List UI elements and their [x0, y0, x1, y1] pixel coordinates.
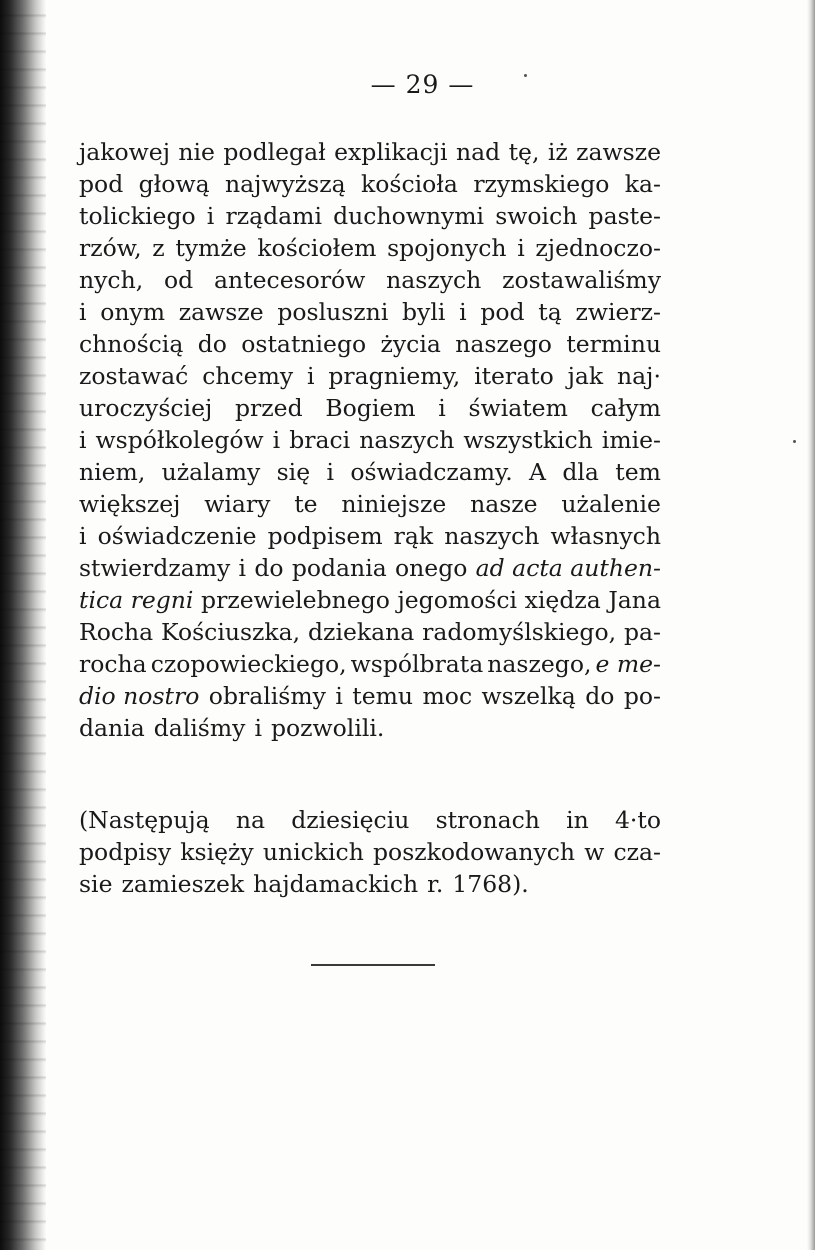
word: chcemy: [202, 362, 294, 390]
word: użalenie: [561, 490, 661, 518]
word: spojonych: [387, 234, 507, 262]
word: własnych: [550, 522, 661, 550]
text-line: [79, 584, 661, 616]
word: onego: [395, 554, 468, 582]
word: kościoła: [361, 170, 458, 198]
word: z: [152, 234, 165, 262]
body-text: [79, 136, 661, 744]
word: na: [235, 806, 265, 834]
text-line: [79, 424, 661, 456]
word: Jana: [608, 586, 661, 614]
text-line: [79, 360, 661, 392]
word: hajdamackich: [253, 870, 419, 898]
word: A: [529, 458, 547, 486]
text-line: [79, 296, 661, 328]
word: przed: [235, 394, 303, 422]
word: ad acta authen-: [475, 554, 661, 582]
word: iterato: [474, 362, 554, 390]
word: tolickiego: [79, 202, 196, 230]
text-line: [79, 200, 661, 232]
word: księży: [180, 838, 254, 866]
word: pragniemy,: [328, 362, 461, 390]
word: dziekana: [308, 618, 415, 646]
text-line: [79, 520, 661, 552]
word: zostawać: [79, 362, 189, 390]
text-line: [79, 264, 661, 296]
word: pa-: [623, 618, 661, 646]
word: do: [585, 682, 615, 710]
word: naszych: [444, 522, 540, 550]
word: poszkodowanych: [373, 838, 576, 866]
text-line: [79, 552, 661, 584]
word: wiary: [204, 490, 271, 518]
word: unickich: [262, 838, 364, 866]
word: nad: [455, 138, 501, 166]
word: światem: [468, 394, 568, 422]
word: od: [164, 266, 194, 294]
word: i: [459, 298, 467, 326]
word: podlegał: [223, 138, 326, 166]
word: moc: [422, 682, 473, 710]
word: 1768).: [452, 870, 529, 898]
word: podania: [291, 554, 387, 582]
word: jegomości: [397, 586, 518, 614]
word: dla: [562, 458, 599, 486]
word: ka-: [624, 170, 661, 198]
word: braci: [289, 426, 351, 454]
word: zwierz-: [575, 298, 661, 326]
text-line: [79, 804, 661, 836]
word: i: [438, 394, 446, 422]
word: i: [79, 298, 87, 326]
word: do: [197, 330, 227, 358]
text-line: [79, 232, 661, 264]
word: nasze: [470, 490, 538, 518]
word: dziesięciu: [291, 806, 410, 834]
word: przewielebnego: [201, 586, 390, 614]
word: tymże: [175, 234, 247, 262]
word: i: [517, 234, 525, 262]
text-line: [79, 868, 661, 900]
word: zostawaliśmy: [502, 266, 661, 294]
word: terminu: [566, 330, 661, 358]
word: użalamy: [161, 458, 261, 486]
text-line: [79, 648, 661, 680]
word: temu: [352, 682, 414, 710]
word: i: [79, 522, 87, 550]
word: ostatniego: [241, 330, 367, 358]
word: jak: [567, 362, 604, 390]
word: głową: [138, 170, 210, 198]
word: i: [206, 202, 215, 230]
word: pozwolili.: [270, 714, 385, 742]
word: współkolegów: [95, 426, 264, 454]
word: naszych: [386, 266, 482, 294]
text-line: [79, 616, 661, 648]
word: niniejsze: [341, 490, 447, 518]
word: podpisy: [79, 838, 172, 866]
word: obraliśmy: [208, 682, 326, 710]
word: pod: [480, 298, 525, 326]
word: naszego,: [487, 650, 592, 678]
word: i: [326, 458, 334, 486]
word: czopowieckiego,: [150, 650, 347, 678]
word: swoich: [495, 202, 578, 230]
word: najwyższą: [224, 170, 346, 198]
word: in: [566, 806, 589, 834]
word: rąk: [393, 522, 434, 550]
word: dio nostro: [79, 682, 200, 710]
word: zjednoczo-: [535, 234, 661, 262]
word: naszego: [455, 330, 552, 358]
word: (Następują: [79, 806, 210, 834]
word: do: [254, 554, 284, 582]
word: podpisem: [267, 522, 383, 550]
page-edge: [807, 0, 815, 1250]
page-number: — 29 —: [370, 70, 475, 99]
word: rządami: [225, 202, 322, 230]
word: onym: [100, 298, 166, 326]
word: i: [238, 554, 247, 582]
word: i: [79, 426, 87, 454]
word: posluszni: [277, 298, 389, 326]
word: explikacji: [334, 138, 448, 166]
word: antecesorów: [214, 266, 366, 294]
word: sie: [79, 870, 113, 898]
word: większej: [79, 490, 181, 518]
print-speck: [793, 440, 796, 443]
word: oświadczenie: [97, 522, 257, 550]
word: tem: [615, 458, 661, 486]
word: naj·: [617, 362, 661, 390]
word: nie: [178, 138, 215, 166]
word: po-: [623, 682, 661, 710]
word: pod: [79, 170, 124, 198]
binding-texture: [0, 0, 46, 1250]
text-line: [79, 328, 661, 360]
word: e me-: [595, 650, 661, 678]
word: niem,: [79, 458, 146, 486]
word: naszych: [359, 426, 455, 454]
word: daliśmy: [153, 714, 246, 742]
word: zawsze: [178, 298, 264, 326]
text-line: [79, 488, 661, 520]
word: całym: [590, 394, 661, 422]
word: r.: [427, 870, 444, 898]
word: kościołem: [257, 234, 377, 262]
word: xiędza: [524, 586, 601, 614]
word: rzymskiego: [473, 170, 610, 198]
end-rule: [311, 964, 435, 966]
word: życia: [380, 330, 441, 358]
word: byli: [402, 298, 446, 326]
word: dania: [79, 714, 145, 742]
word: i: [272, 426, 281, 454]
word: iż: [547, 138, 568, 166]
word: radomyślskiego,: [422, 618, 617, 646]
word: zamieszek: [121, 870, 245, 898]
word: stronach: [435, 806, 540, 834]
text-line: [79, 680, 661, 712]
word: i: [254, 714, 262, 742]
word: wszystkich: [463, 426, 593, 454]
word: nych,: [79, 266, 144, 294]
word: Rocha: [79, 618, 154, 646]
word: Kościuszka,: [161, 618, 301, 646]
text-line: [79, 712, 661, 744]
text-line: [79, 836, 661, 868]
word: duchownymi: [333, 202, 485, 230]
word: i: [335, 682, 343, 710]
text-line: [79, 456, 661, 488]
word: rzów,: [79, 234, 142, 262]
word: imie-: [601, 426, 661, 454]
word: Bogiem: [325, 394, 416, 422]
text-line: [79, 168, 661, 200]
word: jakowej: [79, 138, 170, 166]
text-line: [79, 136, 661, 168]
word: tica regni: [79, 586, 194, 614]
word: chnością: [79, 330, 184, 358]
word: 4·to: [614, 806, 661, 834]
word: i: [307, 362, 315, 390]
print-speck: [524, 74, 527, 77]
word: rocha: [79, 650, 147, 678]
footnote-text: [79, 804, 661, 900]
word: paste-: [588, 202, 661, 230]
word: uroczyściej: [79, 394, 213, 422]
word: wszelką: [481, 682, 576, 710]
word: stwierdzamy: [79, 554, 231, 582]
word: oświadczamy.: [350, 458, 513, 486]
word: zawsze: [576, 138, 661, 166]
word: tę,: [508, 138, 540, 166]
word: te: [294, 490, 318, 518]
word: wspólbrata: [350, 650, 484, 678]
word: tą: [538, 298, 562, 326]
word: cza-: [613, 838, 661, 866]
text-line: [79, 392, 661, 424]
word: w: [584, 838, 605, 866]
word: się: [276, 458, 311, 486]
